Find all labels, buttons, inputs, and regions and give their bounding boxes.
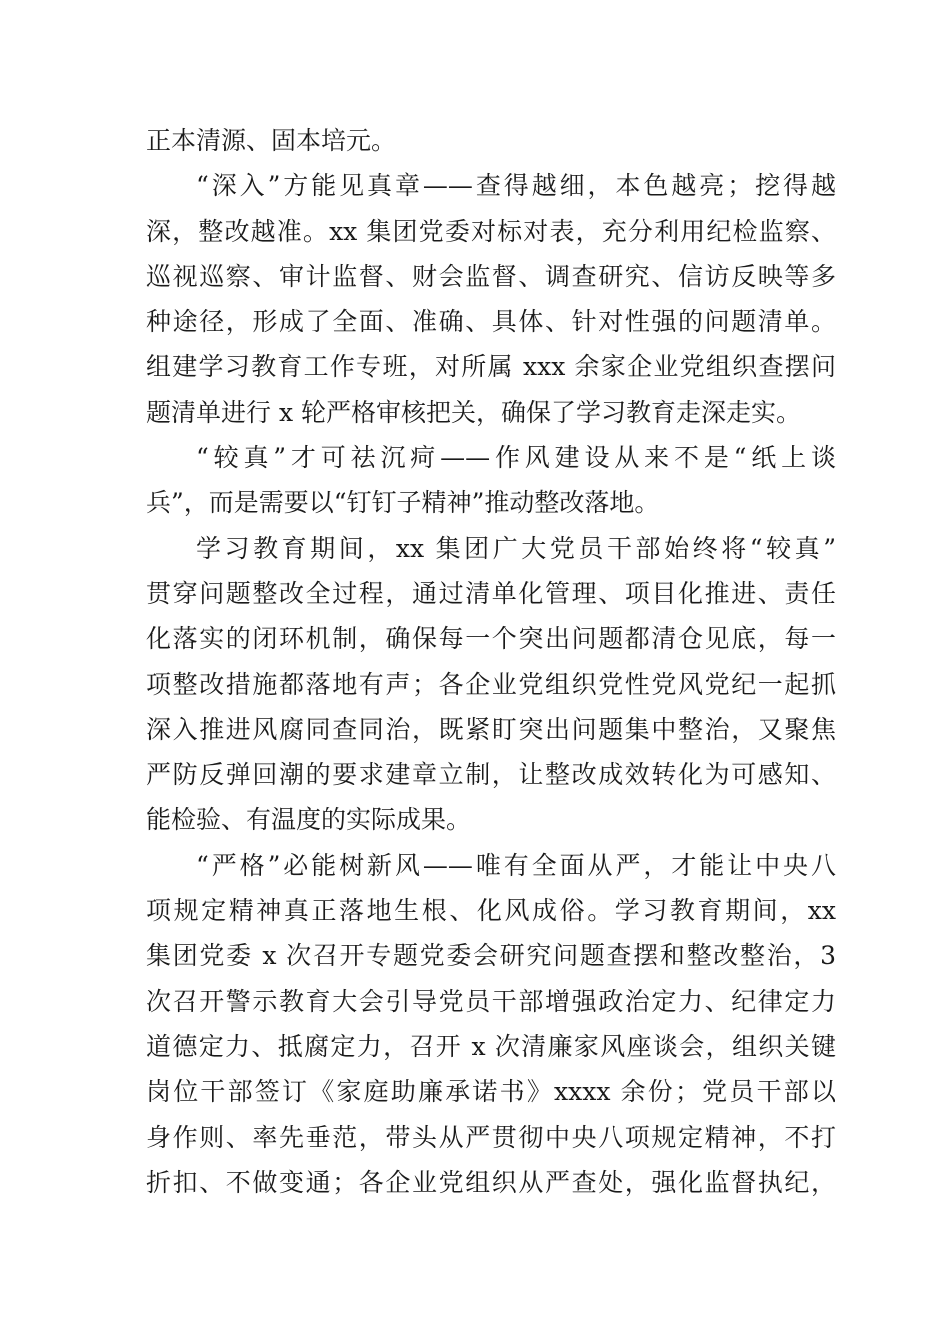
- text-line: 严防反弹回潮的要求建章立制，让整改成效转化为可感知、: [146, 760, 836, 790]
- text-line: 集团党委 x 次召开专题党委会研究问题查摆和整改整治，3: [146, 941, 836, 971]
- text-line: 项整改措施都落地有声；各企业党组织党性党风党纪一起抓: [146, 669, 836, 699]
- text-line: 深，整改越准。xx 集团党委对标对表，充分利用纪检监察、: [146, 216, 836, 246]
- text-line: 道德定力、抵腐定力，召开 x 次清廉家风座谈会，组织关键: [146, 1031, 836, 1061]
- text-line: 身作则、率先垂范，带头从严贯彻中央八项规定精神，不打: [146, 1122, 836, 1152]
- text-line: 正本清源、固本培元。: [146, 126, 397, 155]
- text-line: 题清单进行 x 轮严格审核把关，确保了学习教育走深走实。: [146, 397, 801, 427]
- text-line: 学习教育期间，xx 集团广大党员干部始终将“较真”: [196, 533, 836, 563]
- text-line: 贯穿问题整改全过程，通过清单化管理、项目化推进、责任: [146, 578, 836, 608]
- text-line: “深入”方能见真章——查得越细，本色越亮；挖得越: [196, 171, 836, 201]
- text-line: 折扣、不做变通；各企业党组织从严查处，强化监督执纪，: [146, 1167, 836, 1197]
- text-line: 项规定精神真正落地生根、化风成俗。学习教育期间，xx: [146, 896, 836, 926]
- body-text: [146, 118, 836, 1205]
- text-line: 岗位干部签订《家庭助廉承诺书》xxxx 余份；党员干部以: [146, 1077, 836, 1107]
- text-line: 巡视巡察、审计监督、财会监督、调查研究、信访反映等多: [146, 261, 836, 291]
- text-line: 种途径，形成了全面、准确、具体、针对性强的问题清单。: [146, 307, 836, 337]
- text-line: 深入推进风腐同查同治，既紧盯突出问题集中整治，又聚焦: [146, 714, 836, 744]
- text-line: 兵”，而是需要以“钉钉子精神”推动整改落地。: [146, 488, 660, 518]
- text-line: 能检验、有温度的实际成果。: [146, 805, 472, 835]
- text-line: “较真”才可祛沉疴——作风建设从来不是“纸上谈: [196, 443, 836, 473]
- text-line: 化落实的闭环机制，确保每一个突出问题都清仓见底，每一: [146, 624, 836, 654]
- text-line: 组建学习教育工作专班，对所属 xxx 余家企业党组织查摆问: [146, 352, 836, 382]
- text-line: 次召开警示教育大会引导党员干部增强政治定力、纪律定力: [146, 986, 836, 1016]
- text-line: “严格”必能树新风——唯有全面从严，才能让中央八: [196, 850, 836, 880]
